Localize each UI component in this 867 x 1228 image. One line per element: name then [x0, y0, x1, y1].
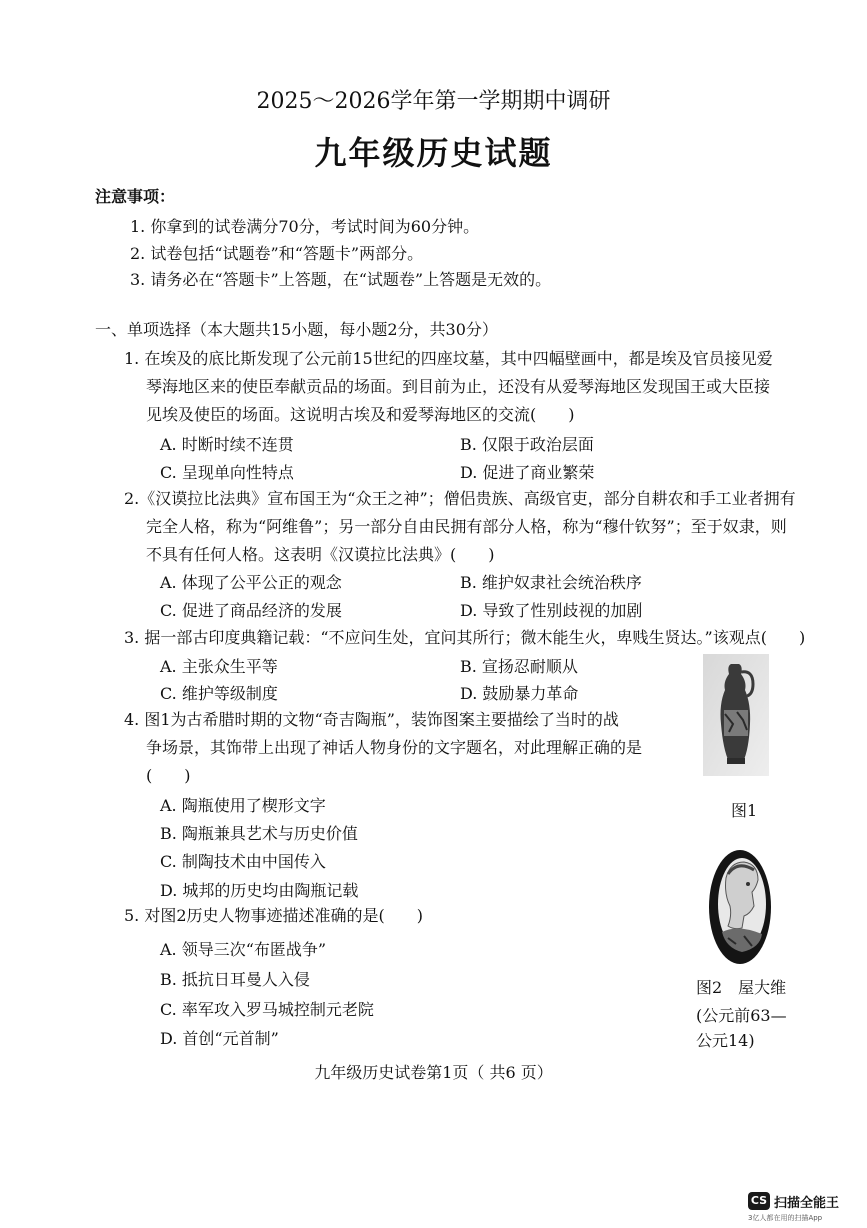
question-3-option-c: C. 维护等级制度	[160, 684, 278, 703]
question-2-line-1: 2.《汉谟拉比法典》宣布国王为“众王之神”；僧侣贵族、高级官吏，部分自耕农和手工业者拥有	[124, 489, 796, 508]
question-5-option-a: A. 领导三次“布匿战争”	[160, 940, 327, 959]
question-5-line-1: 5. 对图2历史人物事迹描述准确的是( )	[124, 906, 424, 925]
question-4-line-3: ( )	[146, 766, 191, 785]
question-2-line-2: 完全人格，称为“阿维鲁”；另一部分自由民拥有部分人格，称为“穆什钦努”；至于奴隶，则	[146, 517, 787, 536]
page-footer: 九年级历史试卷第1页（ 共6 页）	[314, 1063, 553, 1082]
question-1-line-1: 1. 在埃及的底比斯发现了公元前15世纪的四座坟墓，其中四幅壁画中，都是埃及官员接见爱	[124, 349, 773, 368]
figure-2-portrait-image	[708, 848, 772, 966]
exam-title: 九年级历史试题	[314, 134, 553, 172]
question-1-option-d: D. 促进了商业繁荣	[460, 463, 595, 482]
question-1-option-c: C. 呈现单向性特点	[160, 463, 294, 482]
question-4-option-c: C. 制陶技术由中国传入	[160, 852, 326, 871]
exam-subtitle: 2025～2026学年第一学期期中调研	[256, 89, 611, 114]
question-4-option-a: A. 陶瓶使用了楔形文字	[160, 796, 326, 815]
scanner-app-name: 扫描全能王	[774, 1196, 840, 1211]
notice-item-1: 1. 你拿到的试卷满分70分，考试时间为60分钟。	[130, 217, 480, 236]
question-5-option-b: B. 抵抗日耳曼人入侵	[160, 970, 310, 989]
question-2-option-b: B. 维护奴隶社会统治秩序	[460, 573, 642, 592]
question-1-line-3: 见埃及使臣的场面。这说明古埃及和爱琴海地区的交流( )	[146, 405, 575, 424]
question-3-option-a: A. 主张众生平等	[160, 657, 278, 676]
question-1-line-2: 琴海地区来的使臣奉献贡品的场面。到目前为止，还没有从爱琴海地区发现国王或大臣接	[146, 377, 771, 396]
scanner-logo-icon: CS	[748, 1192, 770, 1210]
notice-heading: 注意事项：	[95, 187, 176, 206]
figure-2-caption-line-2: (公元前63—	[696, 1006, 787, 1025]
figure-1-vase-image	[703, 654, 769, 776]
figure-2-caption-line-3: 公元14)	[696, 1031, 755, 1050]
question-4-option-d: D. 城邦的历史均由陶瓶记载	[160, 881, 359, 900]
figure-2-caption-line-1: 图2 屋大维	[696, 978, 787, 997]
question-2-option-c: C. 促进了商品经济的发展	[160, 601, 342, 620]
notice-item-2: 2. 试卷包括“试题卷”和“答题卡”两部分。	[130, 244, 424, 263]
question-5-option-d: D. 首创“元首制”	[160, 1029, 279, 1048]
question-4-line-2: 争场景，其饰带上出现了神话人物身份的文字题名，对此理解正确的是	[146, 738, 643, 757]
scanner-app-tagline: 3亿人都在用的扫描App	[748, 1214, 823, 1222]
question-4-option-b: B. 陶瓶兼具艺术与历史价值	[160, 824, 358, 843]
question-2-option-a: A. 体现了公平公正的观念	[160, 573, 342, 592]
section-heading: 一、单项选择（本大题共15小题，每小题2分，共30分）	[95, 320, 498, 339]
question-1-option-b: B. 仅限于政治层面	[460, 435, 594, 454]
question-3-option-b: B. 宣扬忍耐顺从	[460, 657, 578, 676]
question-5-option-c: C. 率军攻入罗马城控制元老院	[160, 1000, 374, 1019]
question-2-option-d: D. 导致了性别歧视的加剧	[460, 601, 643, 620]
notice-item-3: 3. 请务必在“答题卡”上答题，在“试题卷”上答题是无效的。	[130, 270, 552, 289]
question-2-line-3: 不具有任何人格。这表明《汉谟拉比法典》( )	[146, 545, 495, 564]
question-4-line-1: 4. 图1为古希腊时期的文物“奇吉陶瓶”，装饰图案主要描绘了当时的战	[124, 710, 619, 729]
question-3-option-d: D. 鼓励暴力革命	[460, 684, 579, 703]
question-1-option-a: A. 时断时续不连贯	[160, 435, 294, 454]
figure-1-caption: 图1	[731, 801, 758, 820]
question-3-line-1: 3. 据一部古印度典籍记载：“不应问生处，宜问其所行；微木能生火，卑贱生贤达。”该观点( )	[124, 628, 806, 647]
